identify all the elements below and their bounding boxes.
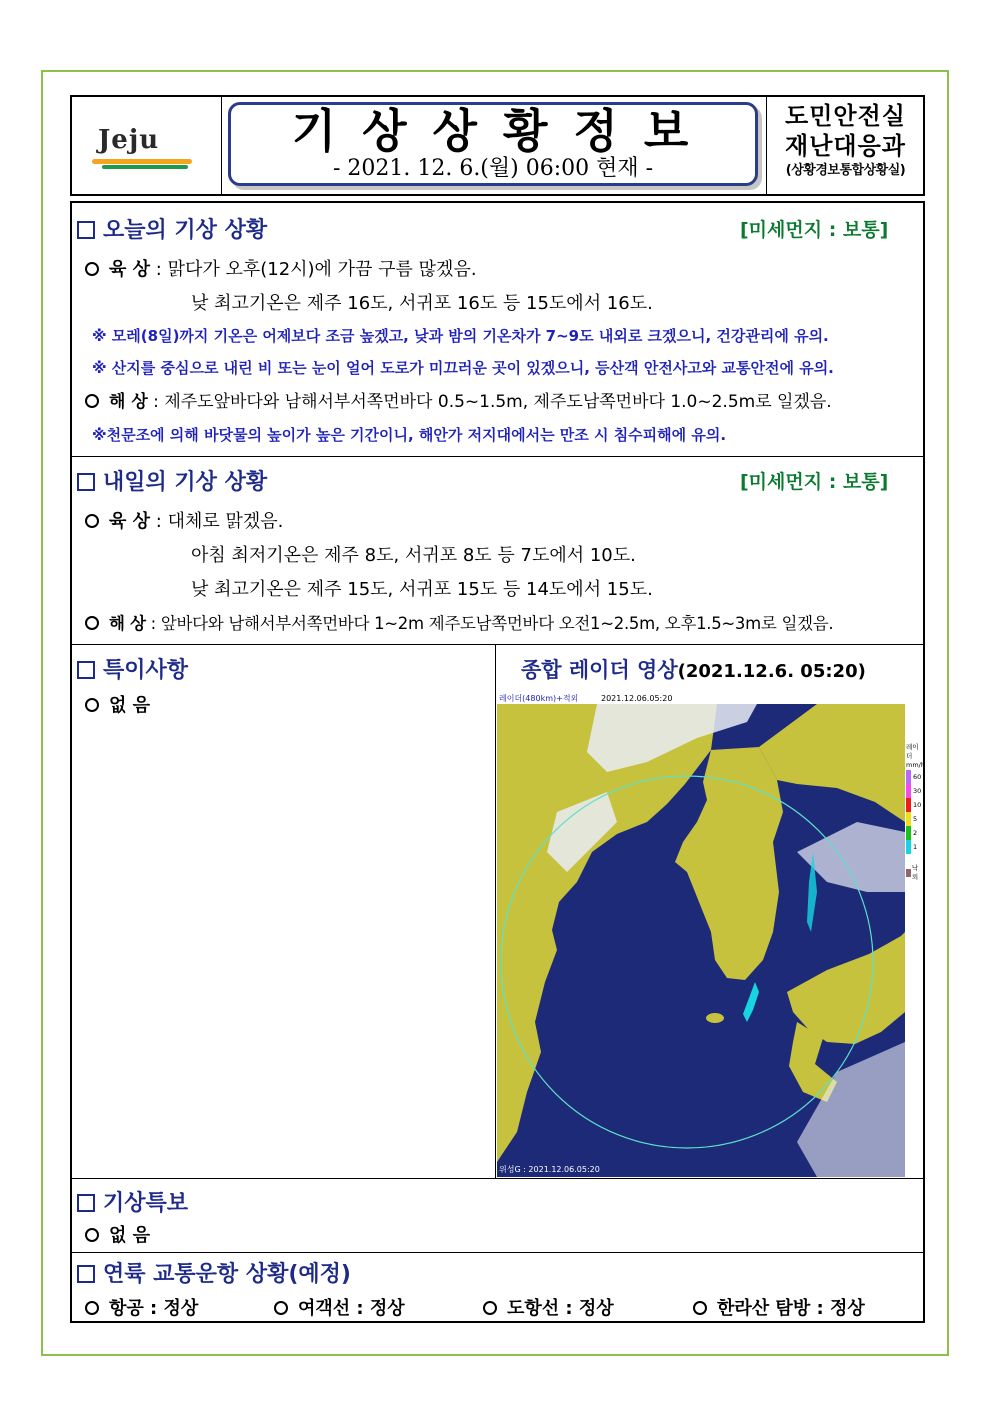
checkbox-icon — [77, 1265, 95, 1283]
divider — [72, 1178, 923, 1179]
circle-bullet-icon — [274, 1301, 288, 1315]
radar-legend — [906, 743, 924, 882]
traffic-section-title: 연륙 교통운항 상황(예정) — [77, 1257, 351, 1288]
divider — [72, 456, 923, 457]
today-land-line-1: 육 상 : 맑다가 오후(12시)에 가끔 구름 많겠음. — [85, 255, 477, 281]
radar-title: 종합 레이더 영상(2021.12.6. 05:20) — [521, 658, 866, 682]
circle-bullet-icon — [85, 698, 99, 712]
org-line-3: (상황경보통합상황실) — [785, 163, 906, 178]
tomorrow-land-line-1: 육 상 : 대체로 맑겠음. — [85, 507, 283, 533]
jeju-logo — [92, 125, 202, 170]
radar-time: 2021.12.06.05:20 — [601, 694, 673, 703]
today-note-2: ※ 산지를 중심으로 내린 비 또는 눈이 얼어 도로가 미끄러운 곳이 있겠으니, 등산객 안전사고와 교통안전에 유의. — [92, 359, 834, 377]
tomorrow-section-title: 내일의 기상 상황 — [77, 465, 267, 496]
traffic-item-island-ferry: 도항선 : 정상 — [483, 1294, 614, 1320]
radar-image — [497, 692, 905, 1177]
circle-bullet-icon — [85, 616, 99, 630]
traffic-item-ferry: 여객선 : 정상 — [274, 1294, 405, 1320]
checkbox-icon — [77, 221, 95, 239]
today-land-line-2: 낮 최고기온은 제주 16도, 서귀포 16도 등 15도에서 16도. — [191, 293, 653, 314]
today-section-title: 오늘의 기상 상황 — [77, 213, 267, 244]
circle-bullet-icon — [483, 1301, 497, 1315]
circle-bullet-icon — [85, 394, 99, 408]
traffic-item-air: 항공 : 정상 — [85, 1294, 198, 1320]
radar-legend-row: 30 — [906, 784, 924, 798]
radar-land-jeju — [706, 1013, 724, 1023]
page-title: 기상상황정보 — [291, 104, 715, 158]
radar-legend-row: 5 — [906, 812, 924, 826]
logo-swoosh-green — [102, 165, 188, 169]
logo-swoosh-orange — [92, 159, 192, 164]
circle-bullet-icon — [85, 514, 99, 528]
logo-cell — [72, 97, 222, 194]
checkbox-icon — [77, 1194, 95, 1212]
today-note-3: ※천문조에 의해 바닷물의 높이가 높은 기간이니, 해안가 저지대에서는 만조 시 침수피해에 유의. — [92, 426, 727, 444]
divider — [72, 644, 923, 645]
special-item: 없 음 — [85, 691, 150, 717]
org-line-2: 재난대응과 — [785, 132, 906, 160]
today-sea-line: 해 상 : 제주도앞바다와 남해서부서쪽먼바다 0.5~1.5m, 제주도남쪽먼바다 1.0~2.5m로 일겠음. — [85, 387, 832, 412]
main-table — [70, 201, 925, 1323]
today-note-1: ※ 모레(8일)까지 기온은 어제보다 조금 높겠고, 낮과 밤의 기온차가 7~9도 내외로 크겠으니, 건강관리에 유의. — [92, 327, 829, 345]
checkbox-icon — [77, 661, 95, 679]
logo-text: Jeju — [98, 125, 160, 155]
title-box — [228, 102, 758, 186]
radar-legend-row: 낙뢰 — [906, 864, 924, 882]
radar-caption: 레이더(480km)+적외 — [499, 694, 579, 703]
header — [70, 95, 925, 196]
column-divider — [495, 644, 496, 1178]
radar-legend-title: 레이더 — [906, 743, 919, 760]
radar-footer: 위성G : 2021.12.06.05:20 — [499, 1165, 600, 1174]
circle-bullet-icon — [85, 1228, 99, 1242]
warning-section-title: 기상특보 — [77, 1186, 188, 1217]
special-section-title: 특이사항 — [77, 653, 188, 684]
org-line-1: 도민안전실 — [785, 102, 906, 130]
page-subtitle: - 2021. 12. 6.(월) 06:00 현재 - — [332, 156, 654, 181]
warning-item: 없 음 — [85, 1221, 150, 1247]
circle-bullet-icon — [693, 1301, 707, 1315]
org-cell — [766, 97, 924, 194]
tomorrow-land-line-2: 아침 최저기온은 제주 8도, 서귀포 8도 등 7도에서 10도. — [191, 545, 636, 566]
checkbox-icon — [77, 473, 95, 491]
radar-legend-row: 2 — [906, 826, 924, 840]
today-dust-badge: [미세먼지 : 보통] — [740, 219, 889, 241]
radar-legend-unit: mm/h — [906, 761, 925, 769]
radar-legend-row: 1 — [906, 840, 924, 854]
tomorrow-land-line-3: 낮 최고기온은 제주 15도, 서귀포 15도 등 14도에서 15도. — [191, 579, 653, 600]
circle-bullet-icon — [85, 262, 99, 276]
tomorrow-sea-line: 해 상 : 앞바다와 남해서부서쪽먼바다 1~2m 제주도남쪽먼바다 오전1~2.5m, 오후1.5~3m로 일겠음. — [85, 610, 833, 634]
circle-bullet-icon — [85, 1301, 99, 1315]
tomorrow-dust-badge: [미세먼지 : 보통] — [740, 471, 889, 493]
traffic-item-hallasan: 한라산 탐방 : 정상 — [693, 1294, 865, 1320]
divider — [72, 1252, 923, 1253]
radar-legend-row: 60 — [906, 770, 924, 784]
radar-legend-row: 10 — [906, 798, 924, 812]
